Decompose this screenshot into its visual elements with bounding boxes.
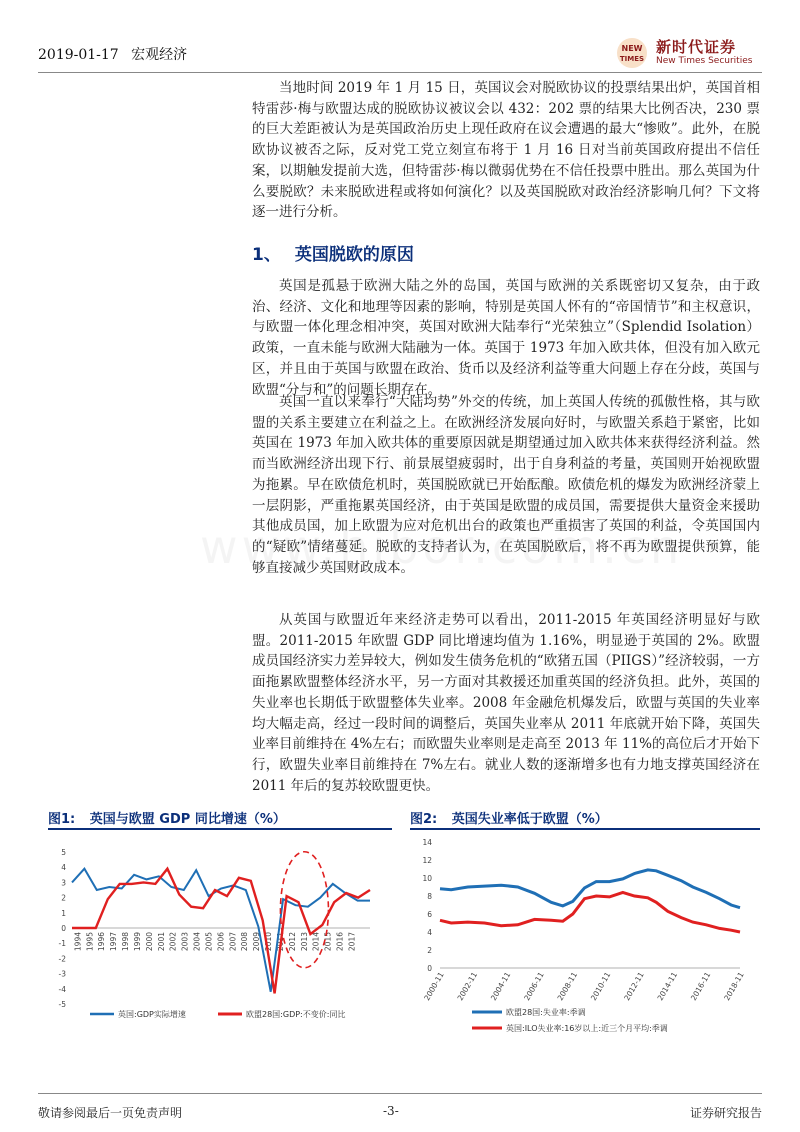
paragraph-intro: 当地时间 2019 年 1 月 15 日，英国议会对脱欧协议的投票结果出炉，英国首相特雷莎·梅与欧盟达成的脱欧协议被议会以 432：202 票的结果大比例否决，230 票的巨大差距被认为是英国政治历史上现任政府在议会遭遇的最大“惨败”。此外，在脱欧协议被否之际，反对党工党立刻宣布将于 1 月 16 日对当前英国政府提出不信任案，以期触发提前大选，但特雷莎·梅以微弱优势在不信任投票中胜出。那么英国为什么要脱欧？未来脱欧进程或将如何演化？以及英国脱欧对政治经济影响几何？下文将逐一进行分析。 xyxy=(252,80,760,221)
report-date: 2019-01-17 xyxy=(38,47,119,63)
x-tick-label: 2014-11 xyxy=(655,970,680,1003)
y-tick-label: -2 xyxy=(58,954,66,964)
y-tick-label: -3 xyxy=(58,969,66,979)
x-tick-label: 2010-11 xyxy=(588,970,613,1003)
figure1-label: 图1: xyxy=(48,812,76,827)
logo-english: New Times Securities xyxy=(656,56,753,66)
series-line-eu-unemployment xyxy=(440,870,740,908)
figure2-caption: 英国失业率低于欧盟（%） xyxy=(451,812,608,827)
page-footer xyxy=(38,1093,762,1124)
figure2-title xyxy=(410,808,608,827)
x-tick-label: 2016-11 xyxy=(688,970,713,1003)
y-tick-label: 12 xyxy=(422,856,432,865)
x-tick-label: 2009 xyxy=(252,932,262,952)
footer-report-type: 证券研究报告 xyxy=(689,1106,762,1120)
footer-disclaimer: 敬请参阅最后一页免责声明 xyxy=(38,1106,183,1120)
x-tick-label: 2018-11 xyxy=(722,970,746,1003)
x-tick-label: 2004 xyxy=(192,932,202,952)
paragraph-2: 英国一直以来奉行“大陆均势”外交的传统，加上英国人传统的孤傲性格，其与欧盟的关系主要建立在利益之上。在欧洲经济发展向好时，与欧盟关系趋于紧密，比如英国在 1973 年加入欧共体的重要原因就是期望通过加入欧共体来获得经济利益。然而当欧洲经济出现下行、前景展望疲弱时，出于自身利益的考量，英国则开始视欧盟为拖累。早在欧债危机时，英国脱欧就已开始酝酿。欧债危机的爆发为欧洲经济蒙上一层阴影，严重拖累英国经济，由于英国是欧盟的成员国，需要提供大量资金来援助其他成员国，加上欧盟为应对危机出台的政策也严重损害了英国的利益，令英国国内的“疑欧”情绪蔓延。脱欧的支持者认为，在英国脱欧后，将不再为欧盟提供预算，能够直接减少英国财政成本。 xyxy=(252,394,760,576)
section-number: 1、 xyxy=(252,245,281,265)
figure1-title xyxy=(48,808,286,827)
legend-label-uk: 英国:ILO失业率:16岁以上:近三个月平均:季调 xyxy=(506,1024,668,1033)
section-heading xyxy=(252,240,414,265)
figure1-rule xyxy=(48,828,392,830)
x-tick-label: 2006 xyxy=(216,932,226,952)
y-tick-label: 4 xyxy=(427,928,432,937)
gdp-growth-chart xyxy=(48,832,392,1032)
y-tick-label: 3 xyxy=(61,878,66,888)
x-tick-label: 2014 xyxy=(311,932,321,952)
x-tick-label: 2008-11 xyxy=(555,970,580,1003)
x-tick-label: 1999 xyxy=(132,932,142,952)
y-tick-label: 6 xyxy=(427,910,432,919)
x-tick-label: 1998 xyxy=(121,932,131,952)
page-header xyxy=(38,0,762,73)
legend-label-uk: 英国:GDP实际增速 xyxy=(118,1010,186,1019)
y-tick-label: 10 xyxy=(422,874,432,883)
y-tick-label: 4 xyxy=(61,863,66,873)
x-tick-label: 1997 xyxy=(109,932,119,952)
section-title: 英国脱欧的原因 xyxy=(294,245,414,265)
y-tick-label: 2 xyxy=(427,946,432,955)
logo-mark-icon xyxy=(612,36,652,70)
x-tick-label: 2006-11 xyxy=(522,970,546,1003)
company-logo xyxy=(612,36,762,70)
x-tick-label: 2000-11 xyxy=(422,970,446,1003)
y-tick-label: -5 xyxy=(58,1000,66,1009)
x-tick-label: 2012-11 xyxy=(622,970,646,1003)
figure2-rule xyxy=(410,828,760,830)
x-tick-label: 1996 xyxy=(97,932,107,952)
x-tick-label: 2015 xyxy=(323,932,333,952)
logo-chinese: 新时代证券 xyxy=(656,38,737,56)
y-tick-label: -4 xyxy=(58,984,66,994)
series-line-uk-unemployment xyxy=(440,892,740,932)
unemployment-chart xyxy=(410,832,760,1052)
x-tick-label: 2000 xyxy=(144,932,154,952)
paragraph-3: 从英国与欧盟近年来经济走势可以看出，2011-2015 年英国经济明显好与欧盟。2011-2015 年欧盟 GDP 同比增速均值为 1.16%，明显逊于英国的 2%。欧盟成员国经济实力差异较大，例如发生债务危机的“欧猪五国（PIIGS）”经济较弱，一方面拖累欧盟整体经济水平，另一方面对其救援还加重英国的经济负担。此外，英国的失业率也长期低于欧盟整体失业率。2008 年金融危机爆发后，欧盟与英国的失业率均大幅走高，经过一段时间的调整后，英国失业率从 2011 年底就开始下降，英国失业率目前维持在 4%左右；而欧盟失业率则是走高至 2013 年 11%的高位后才开始下行，欧盟失业率目前维持在 7%左右。就业人数的逐渐增多也有力地支撑英国经济在 2011 年后的复苏较欧盟更快。 xyxy=(252,612,760,794)
x-tick-label: 2010 xyxy=(264,932,274,952)
y-tick-label: 0 xyxy=(61,924,66,933)
paragraph-1: 英国是孤悬于欧洲大陆之外的岛国，英国与欧洲的关系既密切又复杂，由于政治、经济、文化和地理等因素的影响，特别是英国人怀有的“帝国情节”和主权意识，与欧盟一体化理念相冲突，英国对欧洲大陆奉行“光荣独立”（Splendid Isolation）政策，一直未能与欧洲大陆融为一体。英国于 1973 年加入欧共体，但没有加入欧元区，并且由于英国与欧盟在政治、货币以及经济利益等重大问题上存在分歧，英国与欧盟“分与和”的问题长期存在。 xyxy=(252,278,760,398)
x-tick-label: 2012 xyxy=(287,932,297,952)
y-tick-label: 1 xyxy=(61,908,66,918)
x-tick-label: 2004-11 xyxy=(488,970,513,1003)
x-tick-label: 2005 xyxy=(204,932,214,952)
page-number: -3- xyxy=(383,1104,399,1118)
header-left xyxy=(38,44,195,64)
x-tick-label: 2002-11 xyxy=(455,970,480,1003)
x-tick-label: 1994 xyxy=(73,932,83,952)
y-tick-label: 14 xyxy=(422,838,432,847)
x-tick-label: 2002 xyxy=(168,932,178,952)
x-tick-label: 2013 xyxy=(299,932,309,952)
logo-mark-text-new: NEW xyxy=(621,44,643,53)
figure2-label: 图2: xyxy=(410,812,438,827)
series-line-eu-gdp xyxy=(72,869,370,994)
x-tick-label: 1995 xyxy=(85,932,95,952)
x-tick-label: 2016 xyxy=(335,932,345,952)
figure1-caption: 英国与欧盟 GDP 同比增速（%） xyxy=(89,812,286,827)
legend-label-eu: 欧盟28国:GDP:不变价:同比 xyxy=(246,1010,346,1019)
x-tick-label: 2008 xyxy=(240,932,250,952)
y-tick-label: 8 xyxy=(427,892,432,901)
y-tick-label: 0 xyxy=(427,964,432,973)
logo-mark-text-times: TIMES xyxy=(619,55,645,63)
y-tick-label: 5 xyxy=(61,848,66,857)
x-tick-label: 2003 xyxy=(180,932,190,952)
legend-label-eu: 欧盟28国:失业率:季调 xyxy=(506,1008,586,1017)
x-tick-label: 2011 xyxy=(275,932,285,952)
x-tick-label: 2001 xyxy=(156,932,166,952)
y-tick-label: 2 xyxy=(61,893,66,903)
x-tick-label: 2007 xyxy=(228,932,238,952)
y-tick-label: -1 xyxy=(58,939,66,949)
x-tick-label: 2017 xyxy=(347,932,357,952)
report-category: 宏观经济 xyxy=(131,47,188,63)
